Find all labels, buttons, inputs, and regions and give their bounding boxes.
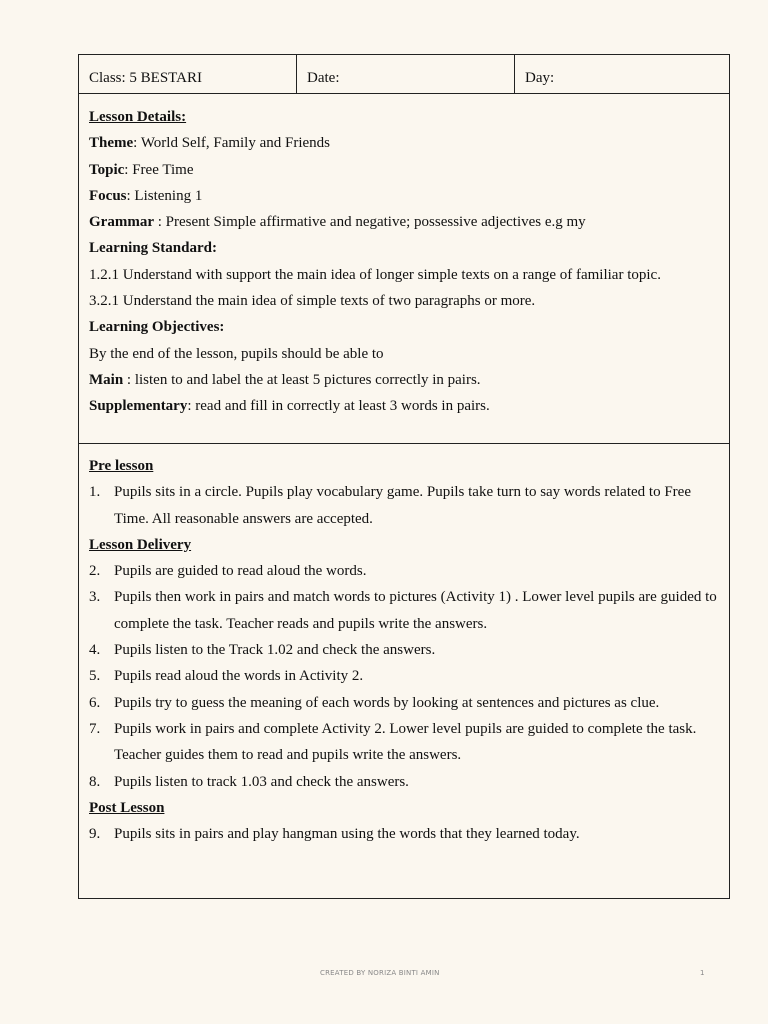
supplementary-objective-line (89, 393, 719, 419)
grammar-value: : Present Simple affirmative and negative; possessive adjectives e.g my (153, 214, 586, 231)
list-item (89, 479, 719, 532)
theme-value: : World Self, Family and Friends (133, 135, 331, 152)
grammar-line (89, 209, 719, 235)
list-item (89, 716, 719, 769)
item-text: Pupils are guided to read aloud the words. (114, 563, 367, 580)
focus-value: : Listening 1 (126, 187, 203, 204)
learning-standard-1: 1.2.1 Understand with support the main idea of longer simple texts on a range of familiar topic. (89, 266, 661, 283)
item-number: 8. (89, 773, 101, 790)
lesson-details-section (79, 94, 729, 444)
main-value: : listen to and label the at least 5 pictures correctly in pairs. (123, 371, 481, 388)
list-item (89, 821, 719, 847)
post-lesson-heading: Post Lesson (89, 799, 165, 816)
item-number: 1. (89, 484, 101, 501)
item-text: Pupils work in pairs and complete Activity 2. Lower level pupils are guided to complete the task. Teacher guides them to read and pupils write the answers. (114, 720, 697, 764)
footer-credit: CREATED BY NORIZA BINTI AMIN (320, 969, 440, 977)
lesson-plan-table (78, 54, 730, 899)
learning-standard-label: Learning Standard: (89, 240, 217, 257)
class-cell: Class: 5 BESTARI (89, 70, 202, 86)
objectives-intro: By the end of the lesson, pupils should be able to (89, 345, 384, 362)
topic-label: Topic (89, 161, 125, 178)
item-text: Pupils read aloud the words in Activity 2. (114, 668, 364, 685)
learning-standard-2: 3.2.1 Understand the main idea of simple texts of two paragraphs or more. (89, 293, 536, 310)
item-text: Pupils listen to track 1.03 and check the answers. (114, 773, 409, 790)
item-number: 6. (89, 694, 101, 711)
list-item (89, 769, 719, 795)
item-text: Pupils sits in pairs and play hangman using the words that they learned today. (114, 826, 580, 843)
item-number: 7. (89, 720, 101, 737)
lesson-delivery-heading: Lesson Delivery (89, 536, 192, 553)
list-item (89, 584, 719, 637)
item-number: 4. (89, 642, 101, 659)
header-row (79, 55, 729, 94)
theme-label: Theme (89, 135, 134, 152)
supplementary-label: Supplementary (89, 398, 188, 415)
item-text: Pupils listen to the Track 1.02 and check the answers. (114, 642, 436, 659)
supplementary-value: : read and fill in correctly at least 3 words in pairs. (187, 398, 490, 415)
focus-label: Focus (89, 187, 127, 204)
theme-line (89, 130, 719, 156)
page-number: 1 (700, 969, 705, 977)
list-item (89, 663, 719, 689)
main-objective-line (89, 367, 719, 393)
item-number: 9. (89, 826, 101, 843)
day-cell: Day: (514, 55, 729, 93)
list-item (89, 690, 719, 716)
lesson-plan-section (79, 444, 729, 898)
item-text: Pupils then work in pairs and match words to pictures (Activity 1) . Lower level pupils are guided to complete the task. Teacher reads and pupils write the answers. (114, 589, 717, 632)
pre-lesson-heading: Pre lesson (89, 458, 154, 474)
item-number: 3. (89, 589, 101, 606)
item-number: 5. (89, 668, 101, 685)
grammar-label: Grammar (89, 214, 154, 231)
list-item (89, 637, 719, 663)
date-cell: Date: (296, 55, 514, 93)
list-item (89, 558, 719, 584)
item-text: Pupils sits in a circle. Pupils play vocabulary game. Pupils take turn to say words related to Free Time. All reasonable answers are accepted. (114, 484, 691, 527)
learning-objectives-label: Learning Objectives: (89, 319, 225, 336)
item-text: Pupils try to guess the meaning of each words by looking at sentences and pictures as clue. (114, 694, 660, 711)
item-number: 2. (89, 563, 101, 580)
lesson-details-heading: Lesson Details: (89, 109, 187, 125)
topic-line (89, 157, 719, 183)
main-label: Main (89, 371, 124, 388)
topic-value: : Free Time (124, 161, 194, 178)
focus-line (89, 183, 719, 209)
